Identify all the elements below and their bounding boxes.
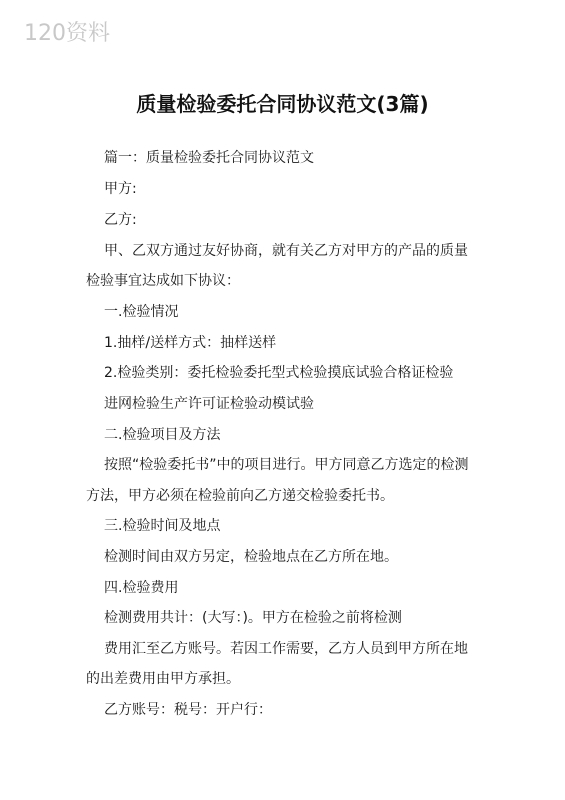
paragraph-line: 乙方账号：税号：开户行： [104,702,272,718]
paragraph-line: 检验事宜达成如下协议： [86,273,240,289]
paragraph-line: 的出差费用由甲方承担。 [86,671,240,687]
party-a-label: 甲方: [104,181,137,197]
paragraph-line: 检测费用共计：(大写：)。甲方在检验之前将检测 [104,610,402,626]
paragraph-line: 1.抽样/送样方式：抽样送样 [104,335,277,351]
section-heading: 篇一：质量检验委托合同协议范文 [104,150,314,166]
paragraph-line: 2.检验类别：委托检验委托型式检验摸底试验合格证检验 [104,365,454,381]
paragraph-line: 费用汇至乙方账号。若因工作需要，乙方人员到甲方所在地 [104,641,468,657]
party-b-label: 乙方: [104,212,137,228]
paragraph-line: 按照“检验委托书”中的项目进行。甲方同意乙方选定的检测 [104,457,469,473]
clause-heading: 四.检验费用 [104,580,179,596]
paragraph-line: 方法，甲方必须在检验前向乙方递交检验委托书。 [86,488,394,504]
paragraph-line: 甲、乙双方通过友好协商，就有关乙方对甲方的产品的质量 [104,243,468,259]
clause-heading: 一.检验情况 [104,304,179,320]
paragraph-line: 检测时间由双方另定，检验地点在乙方所在地。 [104,549,398,565]
paragraph-line: 进网检验生产许可证检验动模试验 [104,396,314,412]
clause-heading: 三.检验时间及地点 [104,518,221,534]
clause-heading: 二.检验项目及方法 [104,427,221,443]
watermark: 120资料 [24,21,110,46]
document-title: 质量检验委托合同协议范文(3篇) [136,92,429,116]
